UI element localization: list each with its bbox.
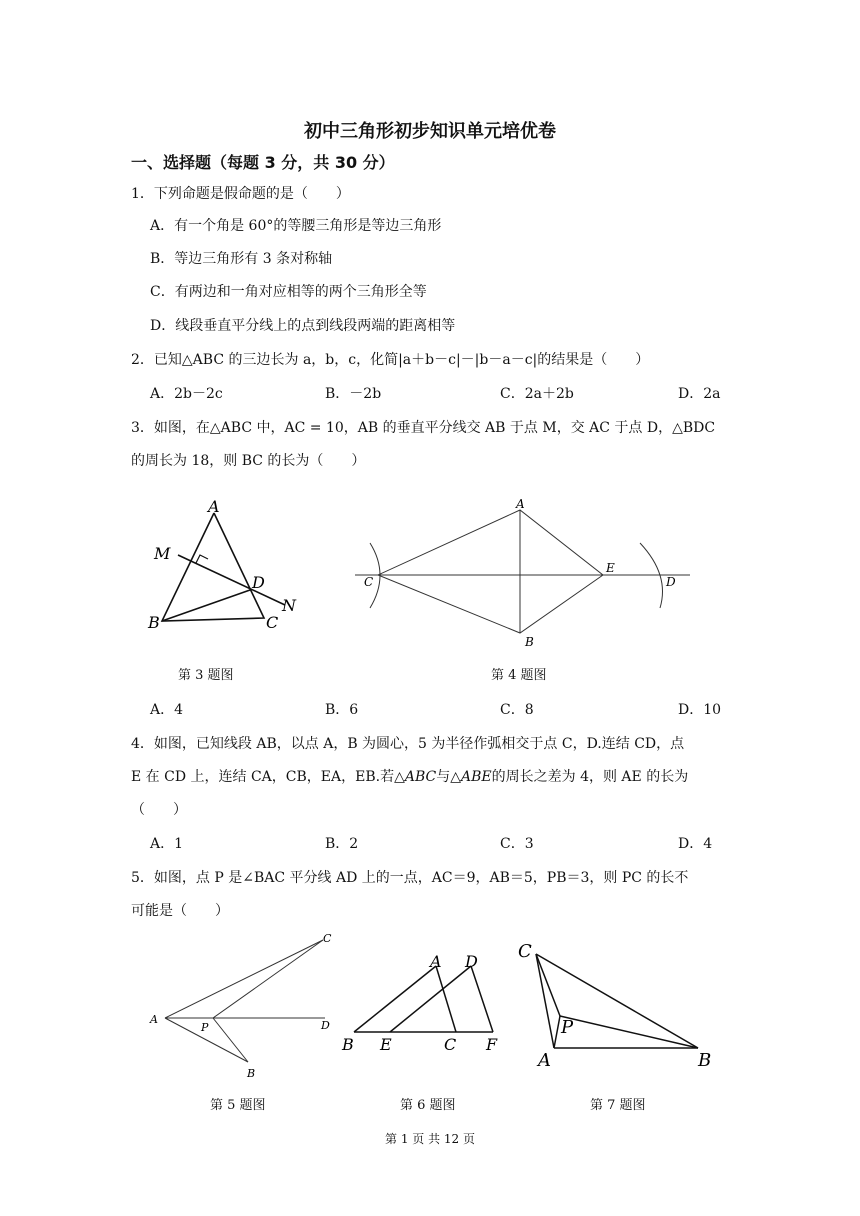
fig6-label-e: E	[380, 1035, 392, 1054]
fig5-label-a: A	[150, 1013, 158, 1026]
figure-3-diagram	[140, 495, 310, 635]
fig7-label-b: B	[698, 1050, 712, 1071]
fig3-label-d: D	[252, 573, 265, 592]
q3-option-b: B．6	[325, 702, 359, 718]
q1-option-c: C．有两边和一角对应相等的两个三角形全等	[150, 284, 427, 300]
fig7-label-a: A	[538, 1050, 551, 1071]
q4-stem-line2-part3: 的周长之差为 4，则 AE 的长为	[491, 769, 689, 785]
figure-6-caption: 第 6 题图	[400, 1098, 456, 1113]
fig6-label-b: B	[342, 1035, 354, 1054]
q2-option-d: D．2a	[678, 386, 721, 402]
figure-5-caption: 第 5 题图	[210, 1098, 266, 1113]
fig6-label-c: C	[444, 1035, 457, 1054]
figure-7-diagram	[512, 938, 717, 1073]
fig3-label-b: B	[148, 613, 160, 632]
fig5-label-b: B	[247, 1067, 256, 1080]
q1-option-d: D．线段垂直平分线上的点到线段两端的距离相等	[150, 318, 456, 334]
fig3-label-m: M	[154, 544, 171, 563]
figure-6-diagram	[338, 950, 513, 1055]
q2-option-b: B．－2b	[325, 386, 382, 402]
q4-option-c: C．3	[500, 836, 534, 852]
fig4-label-c: C	[364, 575, 374, 589]
page-title: 初中三角形初步知识单元培优卷	[304, 121, 556, 142]
fig3-label-n: N	[282, 596, 296, 615]
q2-stem: 2．已知△ABC 的三边长为 a，b，c，化简|a＋b－c|－|b－a－c|的结果是（ ）	[131, 352, 650, 368]
q3-option-a: A．4	[150, 702, 184, 718]
fig3-label-c: C	[266, 613, 279, 632]
q4-stem-line1: 4．如图，已知线段 AB，以点 A，B 为圆心，5 为半径作弧相交于点 C，D.连结 CD，点	[131, 736, 685, 752]
q4-triangle-abc: ABC	[404, 769, 437, 785]
q1-option-b: B．等边三角形有 3 条对称轴	[150, 251, 333, 267]
q4-stem-line2-part2: 与△	[436, 769, 461, 785]
figure-4-diagram	[350, 498, 695, 648]
q3-stem-line1: 3．如图，在△ABC 中，AC = 10，AB 的垂直平分线交 AB 于点 M，交 AC 于点 D，△BDC	[131, 420, 716, 436]
page-footer: 第 1 页 共 12 页	[385, 1132, 475, 1146]
fig5-label-p: P	[201, 1021, 209, 1034]
q4-option-d: D．4	[678, 836, 713, 852]
q3-option-c: C．8	[500, 702, 534, 718]
fig7-label-p: P	[561, 1017, 574, 1038]
figure-5-diagram	[145, 930, 345, 1080]
q2-option-a: A．2b－2c	[150, 386, 223, 402]
fig4-label-a: A	[516, 497, 525, 511]
fig6-label-f: F	[486, 1035, 498, 1054]
fig6-label-d: D	[465, 952, 478, 971]
q4-stem-line2-part1: E 在 CD 上，连结 CA，CB，EA，EB.若△	[131, 769, 405, 785]
figure-4-caption: 第 4 题图	[491, 668, 547, 683]
q4-stem-line3: （ ）	[131, 802, 187, 818]
fig3-label-a: A	[208, 497, 220, 516]
q3-option-d: D．10	[678, 702, 722, 718]
fig4-label-b: B	[525, 635, 534, 649]
q4-option-b: B．2	[325, 836, 359, 852]
q4-option-a: A．1	[150, 836, 184, 852]
q5-stem-line2: 可能是（ ）	[131, 903, 229, 919]
q4-triangle-abe: ABE	[461, 769, 492, 785]
fig5-label-d: D	[321, 1019, 330, 1032]
fig4-label-e: E	[606, 561, 615, 575]
q2-option-c: C．2a＋2b	[500, 386, 574, 402]
figure-3-caption: 第 3 题图	[178, 668, 234, 683]
fig5-label-c: C	[323, 932, 332, 945]
q5-stem-line1: 5．如图，点 P 是∠BAC 平分线 AD 上的一点，AC＝9，AB＝5，PB＝3，则 PC 的长不	[131, 870, 689, 886]
q1-option-a: A．有一个角是 60°的等腰三角形是等边三角形	[150, 218, 442, 234]
figure-7-caption: 第 7 题图	[590, 1098, 646, 1113]
q4-stem-line2	[131, 766, 688, 786]
q3-stem-line2: 的周长为 18，则 BC 的长为（ ）	[131, 453, 366, 469]
fig6-label-a: A	[430, 952, 442, 971]
q1-stem: 1．下列命题是假命题的是（ ）	[131, 186, 350, 202]
section-heading-choice: 一、选择题（每题 3 分，共 30 分）	[131, 153, 395, 172]
fig4-label-d: D	[666, 575, 676, 589]
fig7-label-c: C	[518, 941, 532, 962]
